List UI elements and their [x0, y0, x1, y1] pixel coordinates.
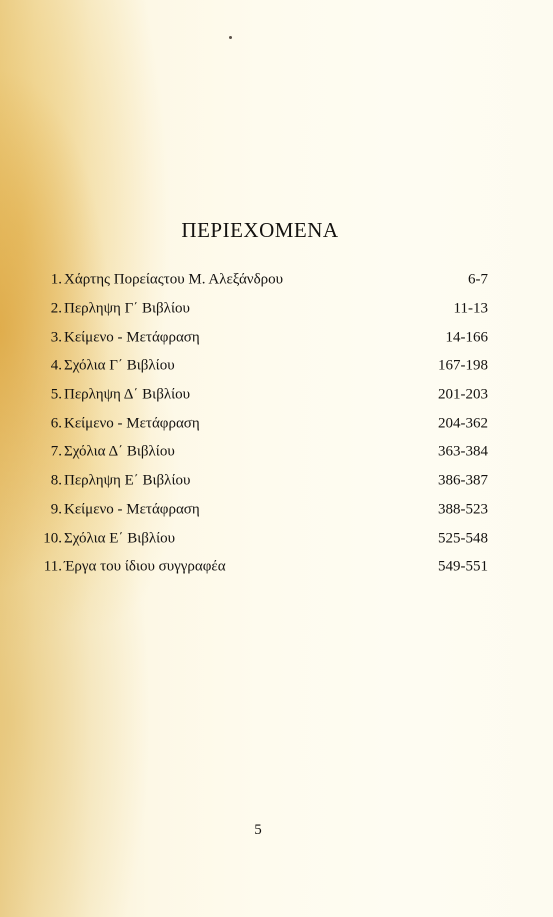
toc-entry-title: Έργα του ίδιου συγγραφέα — [64, 558, 226, 575]
toc-entry-pages: 549-551 — [438, 558, 488, 575]
toc-entry — [36, 295, 488, 324]
toc-entry-title: Περληψη Ε΄ Βιβλίου — [64, 472, 191, 489]
toc-entry — [36, 266, 488, 295]
toc-entry-pages: 11-13 — [453, 300, 488, 317]
toc-entry-title: Σχόλια Ε΄ Βιβλίου — [64, 530, 176, 547]
toc-entry-title: Κείμενο - Μετάφραση — [64, 329, 200, 346]
toc-entry-number: 4. — [50, 357, 62, 374]
toc-entry — [36, 467, 488, 496]
toc-entry — [36, 553, 488, 582]
toc-entry-number: 1. — [50, 271, 62, 288]
toc-entry-pages: 363-384 — [438, 443, 488, 460]
toc-entry — [36, 352, 488, 381]
contents-heading: ΠΕΡΙΕΧΟΜΕΝΑ — [181, 218, 339, 242]
toc-entry-title: Χάρτης Πορείαςτου Μ. Αλεξάνδρου — [64, 271, 284, 288]
toc-entry — [36, 381, 488, 410]
toc-entry-number: 2. — [50, 300, 62, 317]
toc-entry-title: Κείμενο - Μετάφραση — [64, 501, 200, 518]
toc-entry-pages: 386-387 — [438, 472, 488, 489]
toc-entry — [36, 524, 488, 553]
toc-entry — [36, 409, 488, 438]
toc-entry-number: 10. — [43, 530, 62, 547]
toc-entry-title: Σχόλια Δ΄ Βιβλίου — [64, 443, 175, 460]
page-number: 5 — [254, 822, 262, 838]
toc-entry-number: 7. — [50, 443, 62, 460]
toc-entry — [36, 496, 488, 525]
ink-speck — [229, 36, 232, 39]
toc-entry-pages: 167-198 — [438, 357, 488, 374]
toc-entry-title: Σχόλια Γ΄ Βιβλίου — [64, 357, 175, 374]
toc-entry-pages: 201-203 — [438, 386, 488, 403]
toc-entry — [36, 438, 488, 467]
toc-entry-pages: 204-362 — [438, 415, 488, 432]
table-of-contents — [36, 266, 488, 582]
toc-entry-pages: 388-523 — [438, 501, 488, 518]
toc-entry-title: Περληψη Γ΄ Βιβλίου — [64, 300, 190, 317]
toc-entry-number: 3. — [50, 329, 62, 346]
toc-entry-pages: 6-7 — [468, 271, 488, 288]
toc-entry-title: Περληψη Δ΄ Βιβλίου — [64, 386, 191, 403]
toc-entry-pages: 14-166 — [445, 329, 488, 346]
toc-entry-number: 6. — [50, 415, 62, 432]
toc-entry-title: Κείμενο - Μετάφραση — [64, 415, 200, 432]
toc-entry-pages: 525-548 — [438, 530, 488, 547]
toc-entry-number: 8. — [50, 472, 62, 489]
toc-entry-number: 5. — [50, 386, 62, 403]
toc-entry — [36, 323, 488, 352]
toc-entry-number: 11. — [43, 558, 62, 575]
toc-entry-number: 9. — [50, 501, 62, 518]
